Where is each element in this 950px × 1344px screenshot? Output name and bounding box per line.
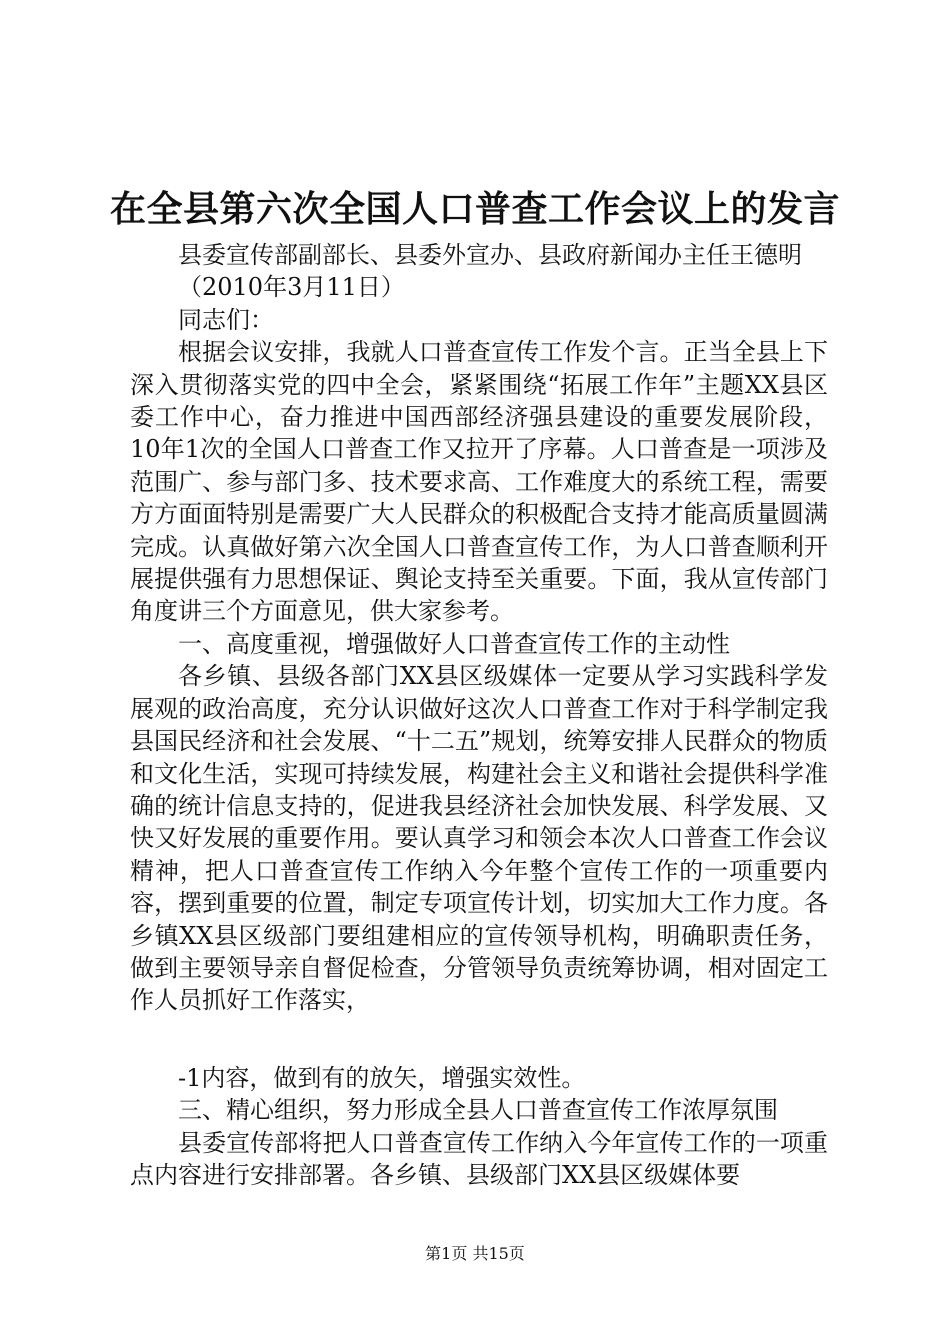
document-body-top xyxy=(130,239,828,1017)
section-one-paragraph: 各乡镇、县级各部门XX县区级媒体一定要从学习实践科学发展观的政治高度，充分认识做好这次人口普查工作对于科学制定我县国民经济和社会发展、“十二五”规划，统筹安排人民群众的物质和文化生活，实现可持续发展，构建社会主义和谐社会提供科学准确的统计信息支持的，促进我县经济社会加快发展、科学发展、又快又好发展的重要作用。要认真学习和领会本次人口普查工作会议精神，把人口普查宣传工作纳入今年整个宣传工作的一项重要内容，摆到重要的位置，制定专项宣传计划，切实加大工作力度。各乡镇XX县区级部门要组建相应的宣传领导机构，明确职责任务，做到主要领导亲自督促检查，分管领导负责统筹协调，相对固定工作人员抓好工作落实， xyxy=(130,662,828,1015)
document-title: 在全县第六次全国人口普查工作会议上的发言 xyxy=(109,189,840,230)
document-body-bottom xyxy=(130,1062,828,1192)
salutation: 同志们： xyxy=(178,305,274,334)
speaker-line: 县委宣传部副部长、县委外宣办、县政府新闻办主任王德明 xyxy=(178,241,802,269)
date-line: （2010年3月11日） xyxy=(178,273,405,302)
section-heading-one: 一、高度重视，增强做好人口普查宣传工作的主动性 xyxy=(178,629,730,658)
section-three-paragraph: 县委宣传部将把人口普查宣传工作纳入今年宣传工作的一项重点内容进行安排部署。各乡镇、县级部门XX县区级媒体要 xyxy=(130,1128,828,1190)
continued-line: -1内容，做到有的放矢，增强实效性。 xyxy=(178,1064,586,1092)
intro-paragraph: 根据会议安排，我就人口普查宣传工作发个言。正当全县上下深入贯彻落实党的四中全会，紧紧围绕“拓展工作年”主题XX县区委工作中心，奋力推进中国西部经济强县建设的重要发展阶段，10年1次的全国人口普查工作又拉开了序幕。人口普查是一项涉及范围广、参与部门多、技术要求高、工作难度大的系统工程，需要方方面面特别是需要广大人民群众的积极配合支持才能高质量圆满完成。认真做好第六次全国人口普查宣传工作，为人口普查顺利开展提供强有力思想保证、舆论支持至关重要。下面，我从宣传部门角度讲三个方面意见，供大家参考。 xyxy=(130,338,828,626)
page-number-footer: 第1页 共15页 xyxy=(425,1244,525,1263)
section-heading-three: 三、精心组织，努力形成全县人口普查宣传工作浓厚氛围 xyxy=(178,1096,778,1125)
